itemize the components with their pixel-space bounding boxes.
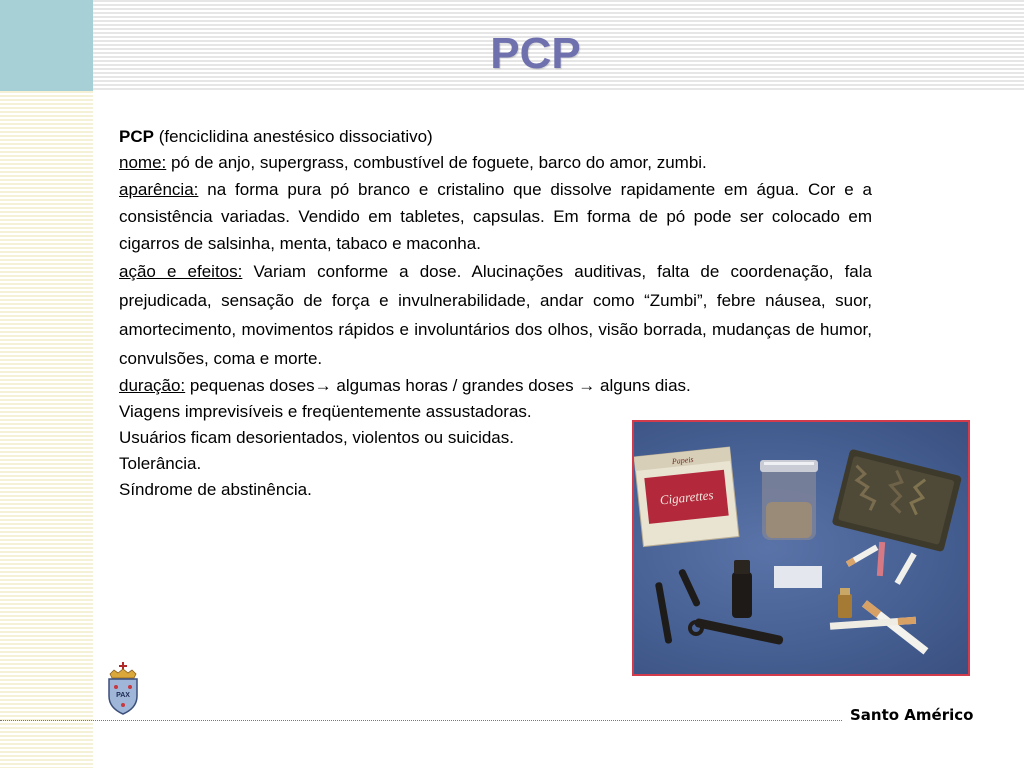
line-acao [119,257,872,373]
pcp-desc: (fenciclidina anestésico dissociativo) [153,127,433,146]
nome-label: nome: [119,153,167,172]
aparencia-label: aparência: [119,180,199,199]
corner-teal-block [0,0,93,91]
box-label: Cigarettes [659,486,715,508]
line-usuarios: Usuários ficam desorientados, violentos ou suicidas. [119,428,514,447]
line-tolerancia: Tolerância. [119,454,202,473]
crest-label: PAX [116,692,130,699]
pipe-ring [690,622,702,634]
line-duracao [119,373,872,399]
pipe-tool [694,618,784,646]
drug-paraphernalia-photo [632,420,970,676]
duracao-text: pequenas doses→ algumas horas / grandes doses → alguns dias. [185,376,691,395]
line-pcp [119,124,872,150]
aparencia-text: na forma pura pó branco e cristalino que dissolve rapidamente em água. Cor e a consistência variadas. Vendido em tabletes, capsulas. Em forma de pó pode ser colocado em cigarros de salsinha, menta, tabaco e maconha. [119,180,872,253]
dark-stick-1 [655,582,673,644]
footer-brand: Santo Américo [850,706,974,724]
pink-stick [877,542,885,576]
line-sindrome: Síndrome de abstinência. [119,480,312,499]
line-aparencia [119,176,872,257]
nome-text: pó de anjo, supergrass, combustível de foguete, barco do amor, zumbi. [166,153,707,172]
duracao-label: duração: [119,376,186,395]
line-viagens: Viagens imprevisíveis e freqüentemente assustadoras. [119,402,532,421]
pcp-bold: PCP [119,127,154,146]
photo-illustration [634,422,968,674]
crest-icon [104,660,142,716]
powder-packet [774,566,822,588]
cigarette-box [634,447,739,547]
dark-stick-2 [678,568,701,607]
acao-text: Variam conforme a dose. Alucinações auditivas, falta de coordenação, fala prejudicada, sensação de força e invulnerabilidade, andar como “Zumbi”, febre náusea, suor, amortecimento, movimentos rápidos e involuntários dos olhos, visão borrada, mudanças de humor, convulsões, coma e morte. [119,262,872,368]
bag-of-herb [832,449,962,553]
amber-vial [838,588,852,618]
footer-dotted-rule [0,720,842,721]
cigarette-3 [862,600,928,654]
slide-title: PCP [490,29,581,78]
cigarette-4 [830,617,916,630]
acao-label: ação e efeitos: [119,262,243,281]
line-nome [119,150,872,176]
cigarette-1 [846,545,878,567]
cigarette-2 [895,552,917,584]
left-stripe-band [0,91,93,768]
box-tag: Papeis [671,454,694,467]
dark-vial [732,560,752,618]
glass-jar [760,460,818,540]
